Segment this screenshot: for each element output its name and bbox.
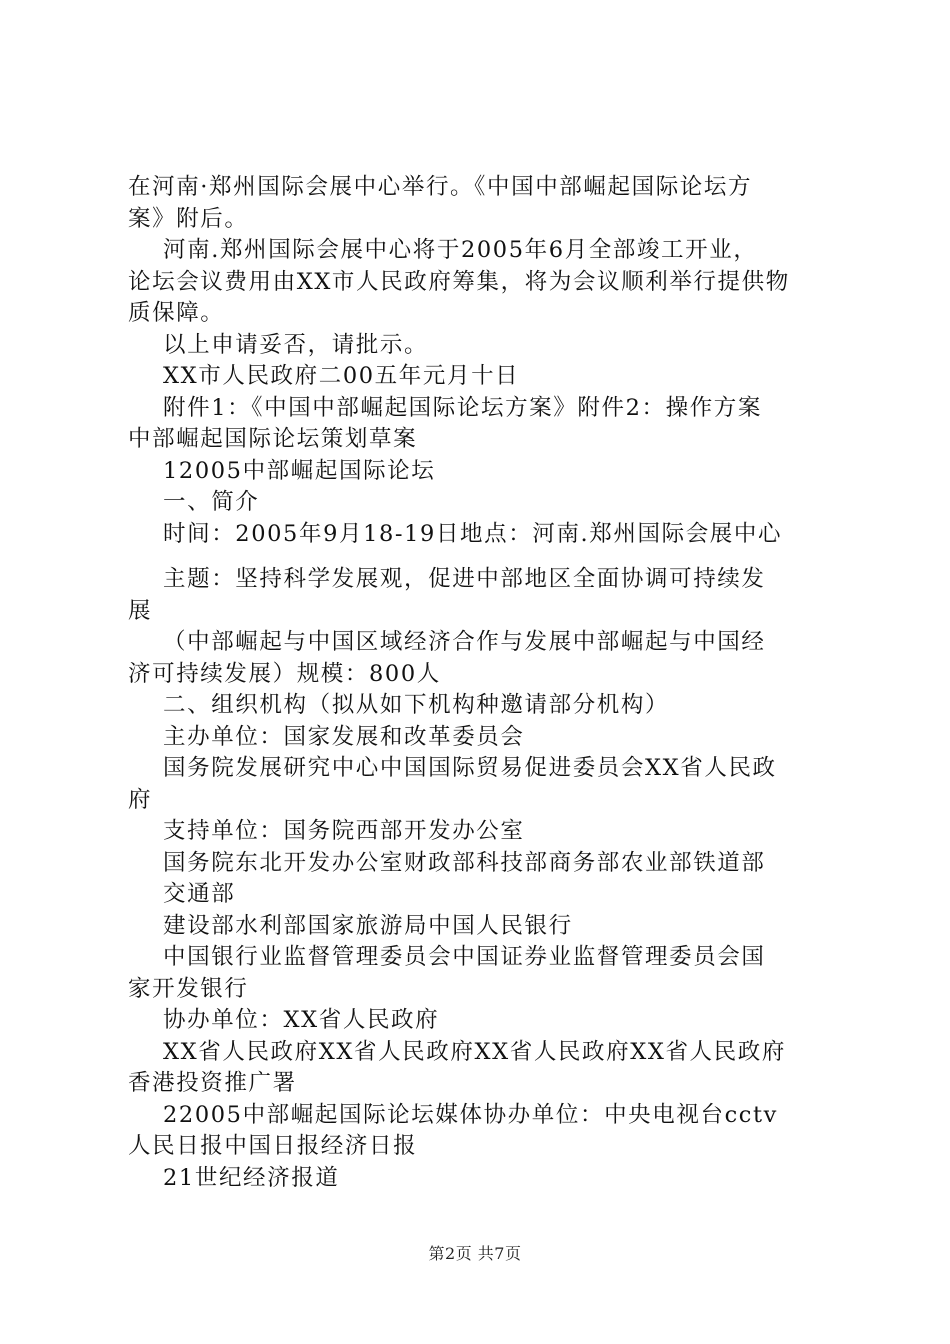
text-line: 中国银行业监督管理委员会中国证券业监督管理委员会国 — [128, 944, 766, 970]
text-line: 交通部 — [128, 881, 236, 907]
text-line: 中部崛起国际论坛策划草案 — [128, 426, 418, 452]
text-line: 济可持续发展）规模：800人 — [128, 660, 441, 687]
text-line: 二、组织机构（拟从如下机构种邀请部分机构） — [128, 692, 670, 718]
text-line: 河南.郑州国际会展中心将于2005年6月全部竣工开业， — [128, 237, 758, 263]
text-line: 论坛会议费用由XX市人民政府筹集，将为会议顺利举行提供物 — [128, 268, 790, 295]
text-line: XX省人民政府XX省人民政府XX省人民政府XX省人民政府 — [128, 1038, 786, 1065]
text-line: 一、简介 — [128, 489, 260, 515]
text-line: 时间：2005年9月18-19日地点：河南.郑州国际会展中心 — [128, 520, 783, 547]
text-line: 人民日报中国日报经济日报 — [128, 1133, 418, 1159]
text-line: 12005中部崛起国际论坛 — [128, 457, 436, 484]
page-number-footer: 第2页 共7页 — [428, 1244, 522, 1263]
text-line: 协办单位：XX省人民政府 — [128, 1007, 440, 1033]
document-body — [128, 172, 834, 1194]
paragraph-gap — [128, 550, 834, 564]
text-line: 以上申请妥否，请批示。 — [128, 331, 429, 358]
text-line: 案》附后。 — [128, 205, 249, 232]
text-line: （中部崛起与中国区域经济合作与发展中部崛起与中国经 — [128, 629, 766, 655]
text-line: 香港投资推广署 — [128, 1070, 297, 1096]
text-line: 主题：坚持科学发展观，促进中部地区全面协调可持续发 — [128, 566, 766, 592]
text-line: 支持单位：国务院西部开发办公室 — [128, 818, 525, 844]
text-line: 国务院发展研究中心中国国际贸易促进委员会XX省人民政 — [128, 755, 777, 781]
text-line: 主办单位：国家发展和改革委员会 — [128, 723, 525, 750]
text-line: 附件1：《中国中部崛起国际论坛方案》附件2：操作方案 — [128, 394, 762, 421]
text-line: 21世纪经济报道 — [128, 1164, 340, 1191]
text-line: 建设部水利部国家旅游局中国人民银行 — [128, 912, 573, 939]
text-line: 府 — [128, 786, 153, 813]
text-line: 质保障。 — [128, 300, 225, 326]
text-line: 家开发银行 — [128, 975, 249, 1002]
text-line: XX市人民政府二00五年元月十日 — [128, 363, 520, 389]
text-line: 在河南·郑州国际会展中心举行。《中国中部崛起国际论坛方 — [128, 174, 753, 200]
text-line: 展 — [128, 597, 153, 624]
text-line: 22005中部崛起国际论坛媒体协办单位：中央电视台cctv — [128, 1101, 778, 1128]
text-line: 国务院东北开发办公室财政部科技部商务部农业部铁道部 — [128, 849, 766, 876]
